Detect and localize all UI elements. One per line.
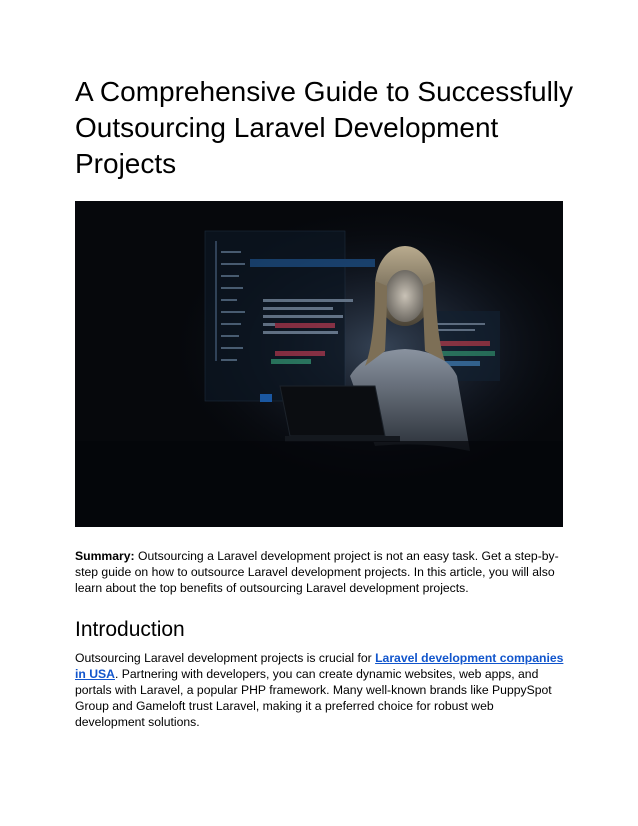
intro-paragraph [75, 650, 565, 730]
article-title: A Comprehensive Guide to Successfully Outsourcing Laravel Development Projects [75, 76, 574, 179]
summary-text: Outsourcing a Laravel development project is not an easy task. Get a step-by-step guide on how to outsource Laravel development projects. In this article, you will also learn about the top benefits of outsourcing Laravel development projects. [75, 549, 559, 595]
laravel-companies-link[interactable]: Laravel development companies in USA [75, 651, 564, 681]
intro-heading: Introduction [75, 618, 185, 641]
hero-image [75, 201, 563, 527]
hero-illustration [75, 201, 563, 527]
intro-text-before: Outsourcing Laravel development projects is crucial for [75, 651, 376, 665]
summary-label: Summary: [75, 549, 135, 563]
intro-text-after: . Partnering with developers, you can create dynamic websites, web apps, and portals with Laravel, a popular PHP framework. Many well-known brands like PuppySpot Group and Gameloft trust Laravel, making it a preferred choice for robust web development solutions. [75, 667, 552, 729]
summary-paragraph [75, 548, 565, 596]
